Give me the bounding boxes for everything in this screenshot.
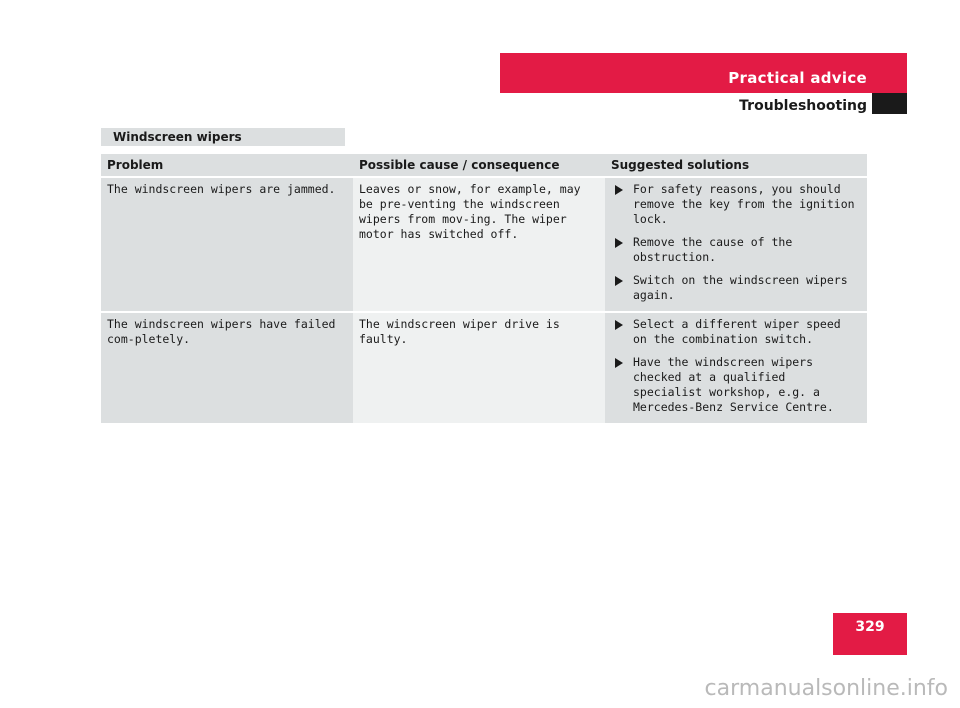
solution-text: Have the windscreen wipers checked at a qualified specialist workshop, e.g. a Mercedes-Benz Service Centre. xyxy=(633,355,834,414)
arrow-right-icon xyxy=(615,320,623,330)
solution-item xyxy=(611,235,861,265)
solution-text: For safety reasons, you should remove the key from the ignition lock. xyxy=(633,182,855,226)
troubleshooting-table xyxy=(101,154,867,425)
problem-cell: The windscreen wipers have failed com-pletely. xyxy=(101,312,353,424)
arrow-right-icon xyxy=(615,358,623,368)
problem-cell: The windscreen wipers are jammed. xyxy=(101,177,353,312)
subsection-title: Troubleshooting xyxy=(739,98,867,114)
solutions-cell xyxy=(605,177,867,312)
cause-cell: The windscreen wiper drive is faulty. xyxy=(353,312,605,424)
solutions-cell xyxy=(605,312,867,424)
solution-item xyxy=(611,182,861,227)
solution-item xyxy=(611,317,861,347)
table-header-row xyxy=(101,154,867,177)
table-row xyxy=(101,312,867,424)
solution-text: Switch on the windscreen wipers again. xyxy=(633,273,848,302)
cause-cell: Leaves or snow, for example, may be pre-venting the windscreen wipers from mov-ing. The wiper motor has switched off. xyxy=(353,177,605,312)
page-number: 329 xyxy=(833,613,907,655)
column-header-problem: Problem xyxy=(101,154,353,177)
column-header-cause: Possible cause / consequence xyxy=(353,154,605,177)
arrow-right-icon xyxy=(615,185,623,195)
table-row xyxy=(101,177,867,312)
arrow-right-icon xyxy=(615,238,623,248)
section-marker-block xyxy=(872,93,907,114)
table-title: Windscreen wipers xyxy=(101,128,345,146)
watermark-text: carmanualsonline.info xyxy=(704,676,948,701)
column-header-solutions: Suggested solutions xyxy=(605,154,867,177)
solution-text: Select a different wiper speed on the combination switch. xyxy=(633,317,841,346)
solution-item xyxy=(611,355,861,415)
section-header-band xyxy=(500,53,907,93)
solution-item xyxy=(611,273,861,303)
solution-text: Remove the cause of the obstruction. xyxy=(633,235,793,264)
arrow-right-icon xyxy=(615,276,623,286)
section-title: Practical advice xyxy=(728,69,867,87)
